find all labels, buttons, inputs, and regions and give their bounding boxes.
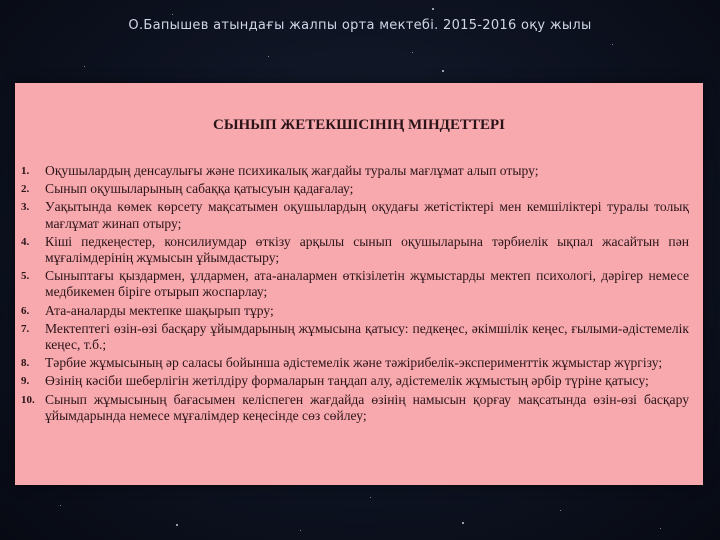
list-item (21, 181, 689, 197)
star-decoration (660, 528, 661, 529)
item-number: 4. (21, 235, 30, 248)
list-item (21, 234, 689, 266)
document-scan (15, 83, 703, 485)
item-number: 1. (21, 165, 30, 177)
list-item (21, 373, 689, 389)
star-decoration (176, 524, 178, 526)
item-text: Өзінің кәсіби шеберлігін жетілдіру формаларын таңдап алу, әдістемелік жұмыстың әрбір түріне қатысу; (45, 373, 649, 389)
list-item (21, 199, 689, 231)
star-decoration (300, 530, 301, 531)
item-text: Сынып жұмысының бағасымен келіспеген жағдайда өзінің намысын қорғау мақсатында өзін-өзі басқару ұйымдарында немесе мұғалімдер кеңесінде сөз сөйлеу; (45, 391, 689, 423)
item-number: 9. (21, 375, 30, 388)
item-number: 10. (21, 393, 35, 406)
star-decoration (172, 14, 173, 15)
item-text: Сынып оқушыларының сабаққа қатысуын қадағалау; (45, 181, 354, 197)
item-text: Ата-аналарды мектепке шақырып тұру; (45, 302, 274, 318)
star-decoration (612, 44, 613, 45)
list-item (21, 355, 689, 371)
document-title: СЫНЫП ЖЕТЕКШІСІНІҢ МІНДЕТТЕРІ (212, 117, 505, 133)
star-decoration (268, 56, 269, 57)
item-number: 2. (21, 183, 30, 196)
item-text: Мектептегі өзін-өзі басқару ұйымдарының жұмысына қатысу: педкеңес, әкімшілік кеңес, ғылыми-әдістемелік кеңес, т.б.; (45, 320, 689, 353)
slide-header: О.Бапышев атындағы жалпы орта мектебі. 2015-2016 оқу жылы (128, 18, 592, 33)
item-number: 3. (21, 201, 30, 214)
item-number: 8. (21, 357, 30, 370)
item-number: 6. (21, 304, 30, 317)
item-text: Кіші педкеңестер, консилиумдар өткізу арқылы сынып оқушыларына тәрбиелік ықпал жасайтын пән мұғалімдерінің жұмысын ұйымдастыру; (45, 233, 689, 266)
item-text: Сыныптағы қыздармен, ұлдармен, ата-аналармен өткізілетін жұмыстарды мектеп психологі, дәрігер немесе медбикемен біріге отырып жоспарлау; (45, 268, 689, 300)
list-item (21, 163, 689, 179)
star-decoration (442, 70, 444, 72)
star-decoration (432, 8, 434, 10)
item-number: 5. (21, 270, 30, 283)
list-item (21, 268, 689, 300)
item-number: 7. (21, 322, 30, 335)
list-item (21, 303, 689, 319)
star-decoration (462, 522, 464, 524)
list-item (21, 392, 689, 424)
item-text: Уақытында көмек көрсету мақсатымен оқушылардың оқудағы жетістіктері мен кемшіліктері туралы толық мағлұмат жинап отыру; (45, 199, 689, 231)
duties-list (21, 163, 689, 424)
star-decoration (84, 66, 85, 67)
star-decoration (370, 497, 371, 498)
list-item (21, 321, 689, 353)
item-text: Оқушылардың денсаулығы және психикалық жағдайы туралы мағлұмат алып отыру; (45, 163, 539, 178)
star-decoration (560, 510, 561, 511)
star-decoration (60, 505, 61, 506)
star-decoration (412, 52, 413, 53)
item-text: Тәрбие жұмысының әр саласы бойынша әдістемелік және тәжірибелік-эксперименттік жұмыстар жүргізу; (45, 355, 663, 371)
